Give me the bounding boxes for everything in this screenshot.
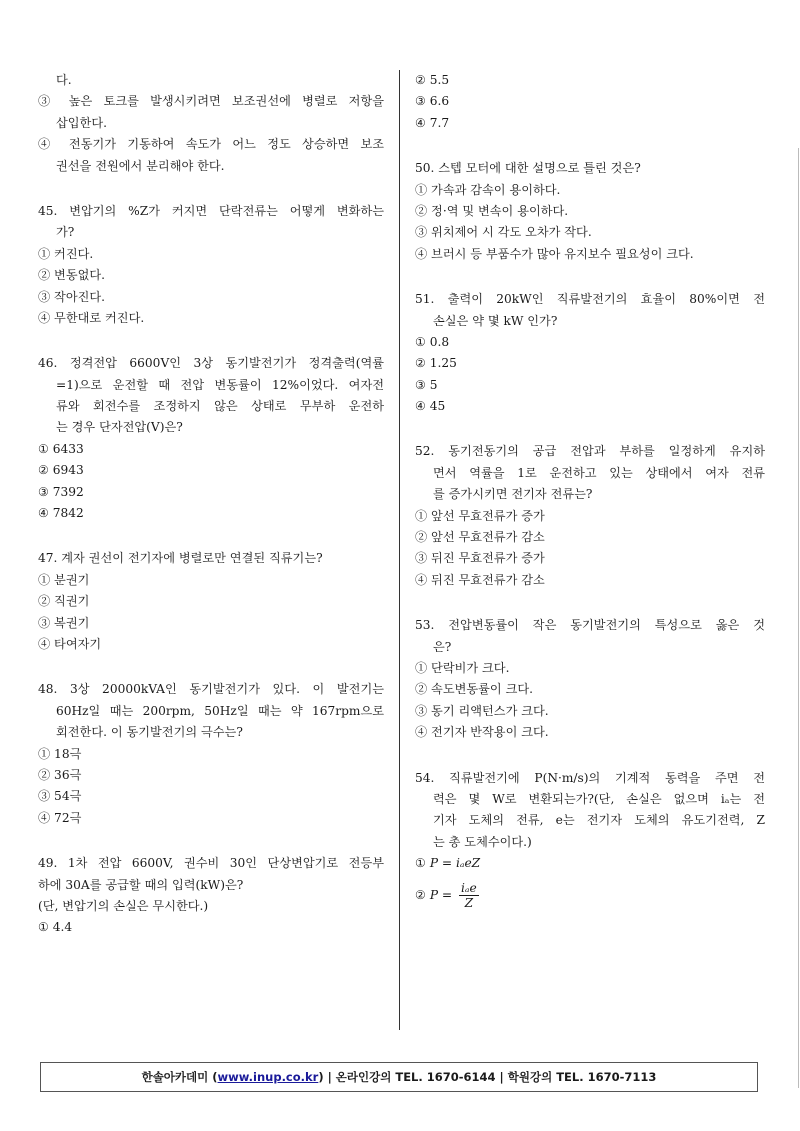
text-line: ① 18극 — [38, 746, 82, 761]
text-line: 50. 스텝 모터에 대한 설명으로 틀린 것은? — [415, 161, 641, 176]
text-line: 삽입한다. — [56, 115, 107, 130]
text-line: ③ 복권기 — [38, 615, 90, 630]
text-line: ④ 타여자기 — [38, 636, 102, 651]
text-line: 49. 1차 전압 6600V, 권수비 30인 단상변압기로 전등부 — [38, 856, 384, 871]
text-line: 회전한다. 이 동기발전기의 극수는? — [56, 725, 243, 740]
text-line: ④ 7842 — [38, 506, 84, 521]
question-gap — [415, 417, 765, 441]
text-line: ③ 54극 — [38, 789, 82, 804]
question-gap — [38, 655, 384, 679]
text-line: ④ 뒤진 무효전류가 감소 — [415, 572, 545, 587]
page-edge-line — [798, 148, 799, 1088]
text-line: ④ 전기자 반작용이 크다. — [415, 725, 549, 740]
text-line: 다. — [56, 73, 72, 87]
question-gap — [38, 829, 384, 853]
text-line: 하에 30A를 공급할 때의 입력(kW)은? — [38, 877, 244, 892]
text-line: (단, 변압기의 손실은 무시한다.) — [38, 898, 209, 913]
text-line: ① 0.8 — [415, 334, 450, 349]
text-line: ② 속도변동률이 크다. — [415, 682, 533, 697]
text-line: ② 변동없다. — [38, 268, 106, 283]
text-line: ③ 위치제어 시 각도 오차가 작다. — [415, 225, 592, 240]
text-line: ② 정·역 및 변속이 용이하다. — [415, 203, 569, 218]
text-line: ① 앞선 무효전류가 증가 — [415, 508, 545, 523]
text-line: ③ 높은 토크를 발생시키려면 보조권선에 병렬로 저항을 — [38, 94, 384, 109]
text-line: ④ 7.7 — [415, 115, 450, 130]
text-line: ① 분권기 — [38, 572, 90, 587]
text-line: 54. 직류발전기에 P(N·m/s)의 기계적 동력을 주면 전 — [415, 770, 765, 785]
q54-formula-1: P = iₐeZ — [429, 856, 481, 871]
text-line: ① 단락비가 크다. — [415, 660, 510, 675]
question-gap — [415, 134, 765, 158]
text-line: ② 앞선 무효전류가 감소 — [415, 530, 545, 545]
text-line: ③ 6.6 — [415, 94, 450, 109]
question-gap — [415, 591, 765, 615]
column-divider — [399, 70, 400, 1030]
text-line: 46. 정격전압 6600V인 3상 동기발전기가 정격출력(역률 — [38, 356, 384, 371]
text-line: 손실은 약 몇 kW 인가? — [433, 313, 558, 328]
text-line: 52. 동기전동기의 공급 전압과 부하를 일정하게 유지하 — [415, 444, 765, 459]
text-line: ② 1.25 — [415, 356, 457, 371]
text-line: 가? — [56, 225, 75, 240]
text-line: 를 증가시키면 전기자 전류는? — [433, 487, 593, 502]
page-footer: 한솔아카데미 (www.inup.co.kr) | 온라인강의 TEL. 1670-6144 | 학원강의 TEL. 1670-7113 — [40, 1062, 758, 1092]
text-line: ② 직권기 — [38, 594, 90, 609]
text-line: ③ 작아진다. — [38, 289, 106, 304]
text-line: 력은 몇 W로 변환되는가?(단, 손실은 없으며 iₐ는 전 — [433, 791, 765, 806]
question-gap — [415, 265, 765, 289]
text-line: 는 총 도체수이다.) — [433, 834, 532, 849]
text-line: 47. 계자 권선이 전기자에 병렬로만 연결된 직류기는? — [38, 551, 323, 566]
text-line: ② 36극 — [38, 767, 82, 782]
right-column — [415, 70, 765, 913]
text-line: ② 5.5 — [415, 73, 450, 87]
text-line: 기자 도체의 전류, e는 전기자 도체의 유도기전력, Z — [433, 813, 765, 828]
text-line: 51. 출력이 20kW인 직류발전기의 효율이 80%이면 전 — [415, 292, 765, 307]
right-column-lines — [415, 70, 765, 853]
q54-option-1: ① P = iₐeZ — [415, 856, 481, 871]
question-gap — [38, 524, 384, 548]
text-line: ④ 브러시 등 부품수가 많아 유지보수 필요성이 크다. — [415, 246, 694, 261]
question-gap — [415, 744, 765, 768]
text-line: 는 경우 단자전압(V)은? — [56, 420, 183, 435]
q54-fraction: $\frac{\text{iₐe}}{Z}$ — [460, 880, 477, 910]
text-line: 48. 3상 20000kVA인 동기발전기가 있다. 이 발전기는 — [38, 682, 384, 697]
text-line: ① 6433 — [38, 441, 84, 456]
text-line: ① 가속과 감속이 용이하다. — [415, 182, 561, 197]
text-line: ① 4.4 — [38, 920, 73, 935]
question-gap — [38, 177, 384, 201]
question-gap — [38, 329, 384, 353]
text-line: ③ 뒤진 무효전류가 증가 — [415, 551, 545, 566]
text-line: 60Hz일 때는 200rpm, 50Hz일 때는 약 167rpm으로 — [56, 703, 384, 718]
q54-option-2: ② P = $\frac{\text{iₐe}}{Z}$ — [415, 880, 477, 910]
text-line: ③ 5 — [415, 377, 438, 392]
left-column — [38, 70, 384, 939]
text-line: 은? — [433, 639, 452, 654]
text-line: ① 커진다. — [38, 246, 94, 261]
text-line: ③ 7392 — [38, 484, 84, 499]
text-line: ④ 45 — [415, 399, 446, 414]
text-line: 면서 역률을 1로 운전하고 있는 상태에서 여자 전류 — [433, 465, 765, 480]
text-line: =1)으로 운전할 때 전압 변동률이 12%이었다. 여자전 — [56, 377, 384, 392]
text-line: ② 6943 — [38, 463, 84, 478]
text-line: 45. 변압기의 %Z가 커지면 단락전류는 어떻게 변화하는 — [38, 203, 384, 218]
text-line: 류와 회전수를 조정하지 않은 상태로 무부하 운전하 — [56, 399, 384, 414]
text-line: 권선을 전원에서 분리해야 한다. — [56, 158, 225, 173]
text-line: ④ 72극 — [38, 810, 82, 825]
text-line: ③ 동기 리액턴스가 크다. — [415, 703, 549, 718]
text-line: ④ 무한대로 커진다. — [38, 310, 145, 325]
academy-link[interactable]: www.inup.co.kr — [217, 1070, 319, 1084]
text-line: ④ 전동기가 기동하여 속도가 어느 정도 상승하면 보조 — [38, 137, 384, 152]
text-line: 53. 전압변동률이 작은 동기발전기의 특성으로 옳은 것 — [415, 618, 765, 633]
